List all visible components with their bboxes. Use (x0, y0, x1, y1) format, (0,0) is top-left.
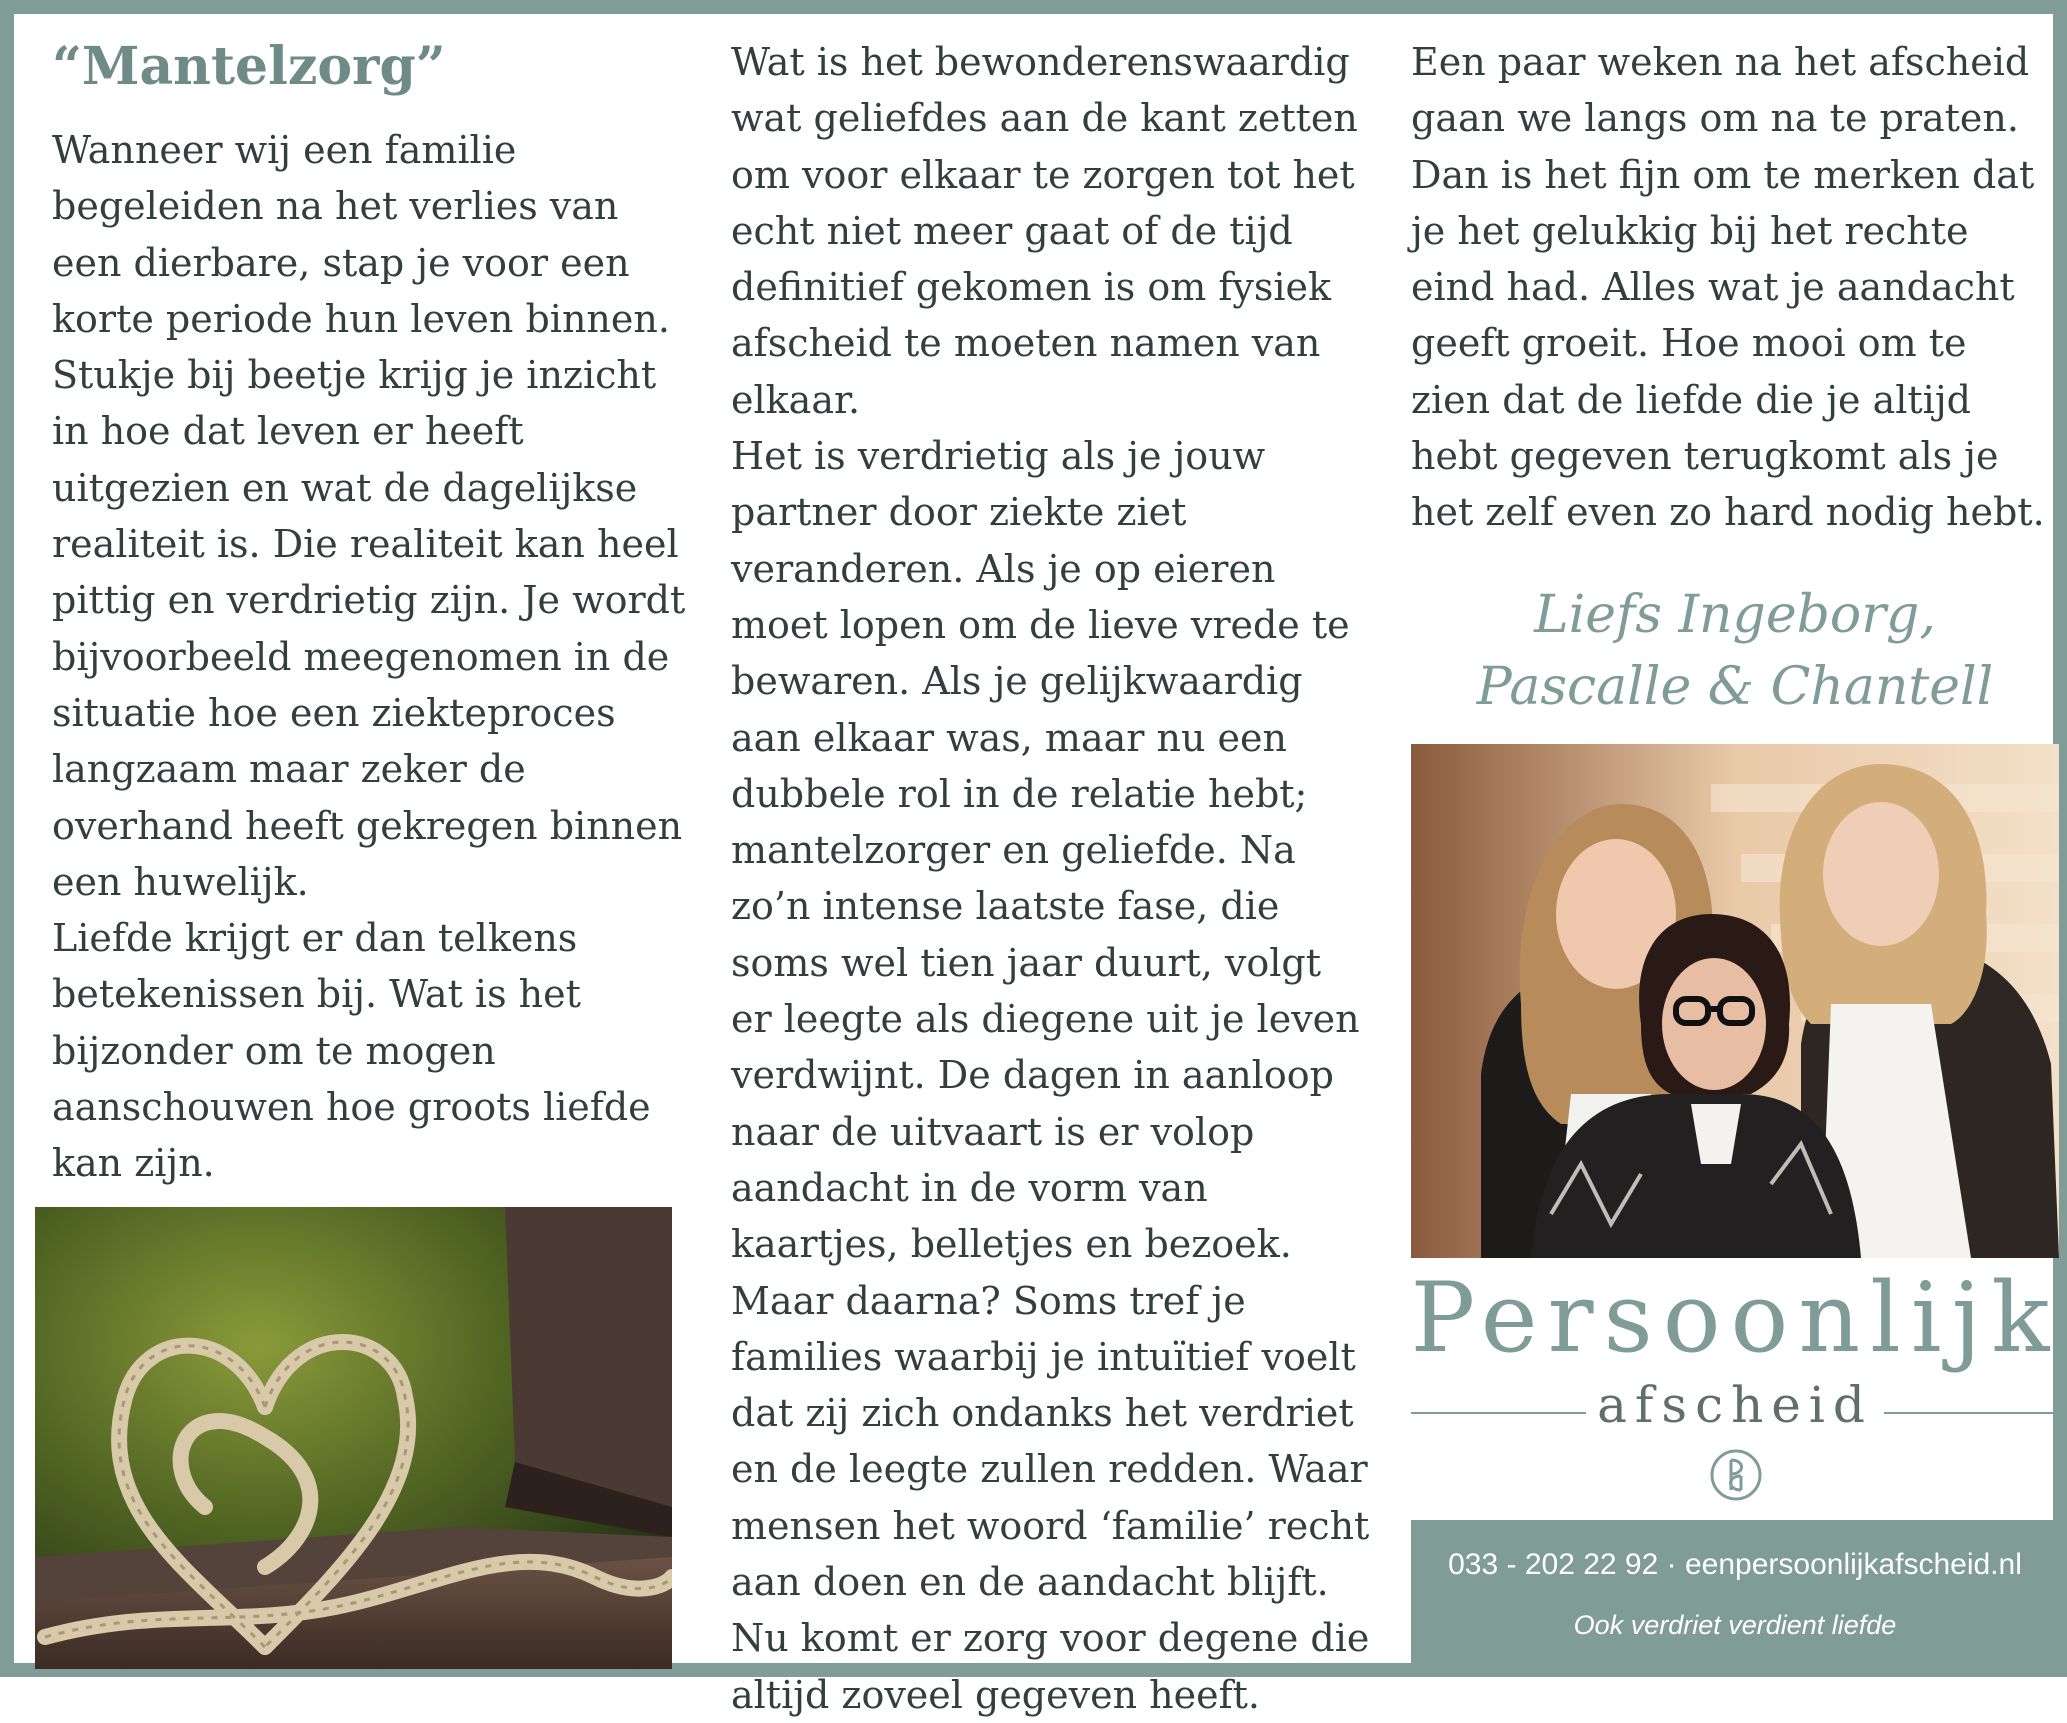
tagline: Ook verdriet verdient liefde (1573, 1610, 1897, 1640)
signature (1411, 579, 2059, 723)
brand-rule-right (1884, 1412, 2059, 1414)
website-link[interactable]: eenpersoonlijkafscheid.nl (1684, 1548, 2022, 1581)
phone-number[interactable]: 033 - 202 22 92 (1448, 1548, 1659, 1581)
signature-line-2: Pascalle & Chantell (1476, 657, 1994, 717)
signature-line-1: Liefs Ingeborg, (1534, 585, 1936, 645)
article-column-3: Een paar weken na het afscheid gaan we langs om na te praten. Dan is het fijn om te merken dat je het gelukkig bij het rechte eind had. Alles wat je aandacht geeft groeit. Hoe mooi om te zien dat de liefde die je altijd hebt gegeven terugkomt als je het zelf even zo hard nodig hebt. (1411, 40, 2045, 535)
rope-heart-photo (35, 1207, 672, 1669)
article-column-2: Wat is het bewonderenswaardig wat geliefdes aan de kant zetten om voor elkaar te zorgen tot het echt niet meer gaat of de tijd definitief gekomen is om fysiek afscheid te moeten namen van elkaar. Het is verdrietig als je jouw partner door ziekte ziet veranderen. Als je op eieren moet lopen om de lieve vrede te bewaren. Als je gelijkwaardig aan elkaar was, maar nu een dubbele rol in de relatie hebt; mantelzorger en geliefde. Na zo’n intense laatste fase, die soms wel tien jaar duurt, volgt er leegte als diegene uit je leven verdwijnt. De dagen in aanloop naar de uitvaart is er volop aandacht in de vorm van kaartjes, belletjes en bezoek. Maar daarna? Soms tref je families waarbij je intuïtief voelt dat zij zich ondanks het verdriet en de leegte zullen redden. Waar mensen het woord ‘familie’ recht aan doen en de aandacht blijft. Nu komt er zorg voor degene die altijd zoveel gegeven heeft. (731, 40, 1370, 1717)
brand-name: Persoonlijk (1410, 1262, 2060, 1374)
article-column-1: Wanneer wij een familie begeleiden na het verlies van een dierbare, stap je voor een korte periode hun leven binnen. Stukje bij beetje krijg je inzicht in hoe dat leven er heeft uitgezien en wat de dagelijkse realiteit is. Die realiteit kan heel pittig en verdrietig zijn. Je wordt bijvoorbeeld meegenomen in de situatie hoe een ziekteproces langzaam maar zeker de overhand heeft gekregen binnen een huwelijk. Liefde krijgt er dan telkens betekenissen bij. Wat is het bijzonder om te mogen aanschouwen hoe groots liefde kan zijn. (52, 128, 686, 1186)
contact-separator: · (1666, 1548, 1677, 1581)
article-title: “Mantelzorg” (52, 36, 446, 97)
brand-subtitle-row (1411, 1376, 2059, 1446)
brand-logo-icon (1709, 1448, 1763, 1502)
contact-line (1411, 1548, 2059, 1582)
brand-subtitle: afscheid (1597, 1376, 1873, 1434)
team-photo (1411, 744, 2059, 1258)
contact-box (1411, 1520, 2059, 1670)
